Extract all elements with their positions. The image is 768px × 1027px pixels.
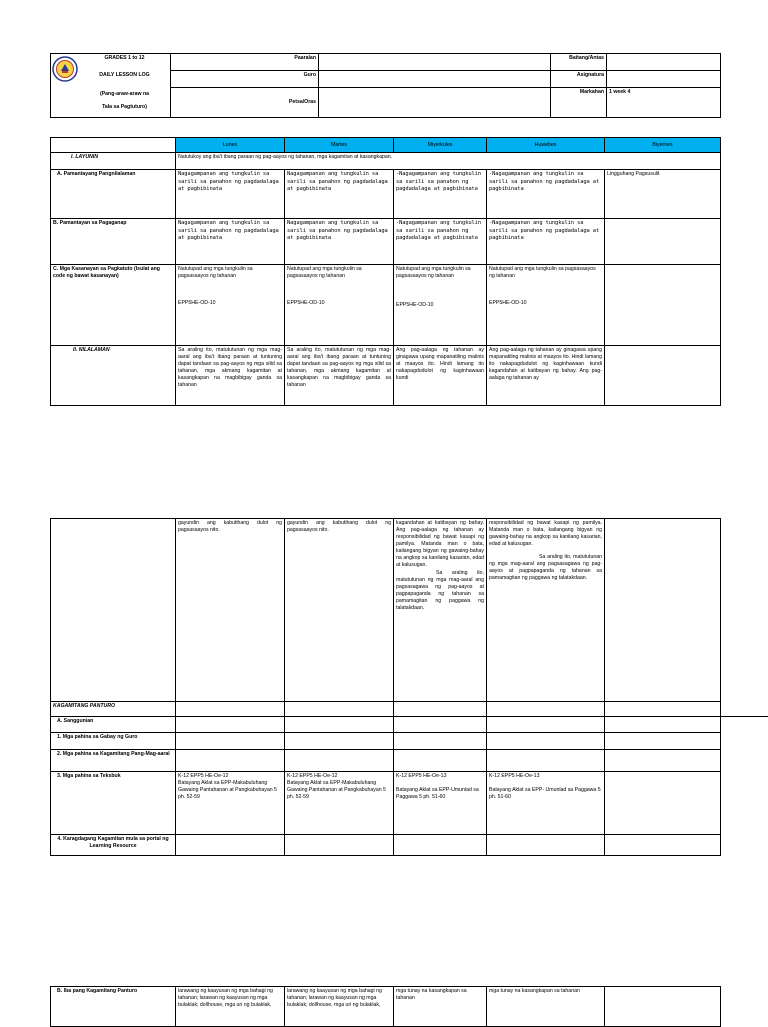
day-martes: Martes (285, 138, 394, 153)
sang-lunes (176, 717, 285, 733)
cont-miyerkules-p2: Sa araling ito, matututunan ng mga mag-aaral ang pagsasagawa ng pag-aayos at pagpapaganda ng tahanan sa pamamagitan ng paggawa ng talatakdaan. (396, 570, 484, 611)
r2-lunes (176, 750, 285, 772)
nil-biyernes (605, 346, 721, 406)
layunin-text: Natutukoy ang iba't ibang paraan ng pag-aayos ng tahanan, mga kagamitan at kasangkapan. (176, 153, 721, 170)
b3-lunes: larawang ng kaayusan ng mga bahagi ng tahanan; larawan ng kaayusan ng mga bulaklak; dollhouse, mga uri ng bulaklak, (176, 987, 285, 1027)
r2-martes (285, 750, 394, 772)
r4-martes (285, 835, 394, 856)
c-miyerkules-code: EPP5HE-OD-10 (396, 302, 434, 308)
label-guro: Guro (171, 71, 319, 88)
third-table (50, 986, 721, 1027)
cont-biyernes (605, 519, 721, 702)
r2-huwebes (487, 750, 605, 772)
value-markahan: 1 week 4 (607, 88, 721, 118)
label-markahan: Markahan (551, 88, 607, 118)
r4-lunes (176, 835, 285, 856)
sang-miyerkules (394, 717, 487, 733)
row-label-teksbuk: 3. Mga pahina sa Teksbuk (51, 772, 176, 835)
value-guro[interactable] (319, 71, 551, 88)
a-huwebes: -Nagagampanan ang tungkulin sa sarili sa panahon ng pagdadalaga at pagbibinata (487, 170, 605, 219)
divider-line (720, 716, 768, 717)
cont-huwebes-p2: Sa araling ito, matututunan ng mga mag-aaral ang pagsasagawa ng pag-aayos at pagpapaganda ng tahanan sa pamamagitan ng paggawa ng talatakdaan. (489, 554, 602, 581)
row-label-sanggunian: A. Sanggunian (51, 717, 176, 733)
day-huwebes: Huwebes (487, 138, 605, 153)
a-miyerkules: -Nagagampanan ang tungkulin sa sarili sa panahon ng pagdadalaga at pagbibinata (394, 170, 487, 219)
kag-miyerkules (394, 702, 487, 717)
nil-miyerkules: Ang pag-aalaga ng tahanan ay ginagawa upang mapanatiling malinis at maayos ito. Hindi lamang ito nakapagdudulot ng kaginhawaan kundi (394, 346, 487, 406)
r3-lunes: K-12 EPP5 HE-Oe-12 Batayang Aklat sa EPP-Makabuluhang Gawaing Pantahanan at Pangkabuhayan 5 ph. 52-59 (176, 772, 285, 835)
cont-huwebes-p1: responsibilidad ng bawat kasapi ng pamilya. Matanda man o bata, kailangang bigyan ng gawaing-bahay na angkop sa kanilang kasarian, edad at kalusugan. (489, 520, 602, 547)
a-martes: Nagagampanan ang tungkulin sa sarili sa panahon ng pagdadalaga at pagbibinata (285, 170, 394, 219)
value-paaralan[interactable] (319, 54, 551, 71)
value-asignatura[interactable] (607, 71, 721, 88)
r3-biyernes (605, 772, 721, 835)
row-label-kagamitang-panturo: KAGAMITANG PANTURO (51, 702, 176, 717)
header-table (50, 53, 721, 118)
c-lunes-text: Natutupad ang mga tungkulin sa pagsasaayos ng tahanan (178, 266, 253, 279)
header-blank (51, 138, 176, 153)
r3-huwebes: K-12 EPP5 HE-Oe-13 Batayang Aklat sa EPP- Umunlad sa Paggawa 5 ph. 51-60 (487, 772, 605, 835)
b-huwebes: -Nagagampanan ang tungkulin sa sarili sa panahon ng pagdadalaga at pagbibinata (487, 219, 605, 265)
row-label-nilalaman: II. NILALAMAN (51, 346, 176, 406)
title-subtitle (51, 88, 171, 118)
c-martes-code: EPP5HE-OD-10 (287, 300, 325, 306)
value-baitang[interactable] (607, 54, 721, 71)
row-label-pamantayang-pangnilalaman: A. Pamantayang Pangnilalaman (51, 170, 176, 219)
c-miyerkules-text: Natutupad ang mga tungkulin sa pagsasaayos ng tahanan (396, 266, 471, 279)
r4-miyerkules (394, 835, 487, 856)
nil-martes: Sa araling ito, matututunan ng mga mag-aaral ang iba't ibang paraan at tuntuning dapat tandaan sa pag-aayos ng mga silid sa tahanan, mga akmang kagamitan at kasangkapan na magbibigay ganda sa tahanan (285, 346, 394, 406)
continuation-table (50, 518, 721, 856)
a-biyernes: Lingguhang Pagsusulit (605, 170, 721, 219)
cont-lunes: gayundin ang kabutihang dulot ng pagsasaayos nito. (176, 519, 285, 702)
title-subtitle-line2: Tala sa Pagtuturo) (102, 103, 147, 110)
cont-martes: gayundin ang kabutihang dulot ng pagsasaayos nito. (285, 519, 394, 702)
r2-miyerkules (394, 750, 487, 772)
b-lunes: Nagagampanan ang tungkulin sa sarili sa panahon ng pagdadalaga at pagbibinata (176, 219, 285, 265)
nil-lunes: Sa araling ito, matututunan ng mga mag-aaral ang iba't ibang paraan at tuntuning dapat tandaan sa pag-aayos ng mga silid sa tahanan, mga akmang kagamitan at kasangkapan na magbibigay ganda sa tahanan (176, 346, 285, 406)
a-lunes: Nagagampanan ang tungkulin sa sarili sa panahon ng pagdadalaga at pagbibinata (176, 170, 285, 219)
r1-huwebes (487, 733, 605, 750)
c-huwebes-text: Natutupad ang mga tungkulin sa pagsasaayos ng tahanan (489, 266, 596, 279)
cont-label (51, 519, 176, 702)
r1-biyernes (605, 733, 721, 750)
kag-huwebes (487, 702, 605, 717)
title-grades: GRADES 1 to 12 (51, 54, 171, 71)
row-label-kasanayan: C. Mga Kasanayan sa Pagkatuto (Isulat ang code ng bawat kasanayan) (51, 265, 176, 346)
nil-huwebes: Ang pag-aalaga ng tahanan ay ginagawa upang mapanatiling malinis at maayos ito. Hindi lamang ito nakapagdudulot ng kaginhawaan kundi kagandahan at katibayan ng bahay. Ang pag-aalaga ng tahanan ay (487, 346, 605, 406)
r1-miyerkules (394, 733, 487, 750)
r2-biyernes (605, 750, 721, 772)
day-lunes: Lunes (176, 138, 285, 153)
label-petsa: Petsa/Oras (171, 88, 319, 118)
c-huwebes-code: EPP5HE-OD-10 (489, 300, 527, 306)
row-label-layunin: I. LAYUNIN (51, 153, 176, 170)
row-label-gabay-guro: 1. Mga pahina sa Gabay ng Guro (51, 733, 176, 750)
row-label-kagamitang-mag-aaral: 2. Mga pahina sa Kagamitang Pang-Mag-aaral (51, 750, 176, 772)
title-subtitle-line1: (Pang-araw-araw na (99, 90, 149, 97)
title-dll: DAILY LESSON LOG (51, 71, 171, 88)
sang-martes (285, 717, 394, 733)
r1-martes (285, 733, 394, 750)
b3-biyernes (605, 987, 721, 1027)
kag-lunes (176, 702, 285, 717)
cont-huwebes (487, 519, 605, 702)
r1-lunes (176, 733, 285, 750)
c-lunes-code: EPP5HE-OD-10 (178, 300, 216, 306)
r4-huwebes (487, 835, 605, 856)
r3-martes: K-12 EPP5 HE-Oe-12 Batayang Aklat sa EPP-Makabuluhang Gawaing Pantahanan at Pangkabuhayan 5 ph. 52-59 (285, 772, 394, 835)
main-table (50, 137, 721, 406)
b3-huwebes: mga tunay na kasangkapan sa tahanan (487, 987, 605, 1027)
b-martes: Nagagampanan ang tungkulin sa sarili sa panahon ng pagdadalaga at pagbibinata (285, 219, 394, 265)
b3-martes: larawang ng kaayusan ng mga bahagi ng tahanan; larawan ng kaayusan ng mga bulaklak; dollhouse, mga uri ng bulaklak, (285, 987, 394, 1027)
row-label-pamantayan-pagaganap: B. Pamantayan sa Pagaganap (51, 219, 176, 265)
day-miyerkules: Miyerkules (394, 138, 487, 153)
b-miyerkules: -Nagagampanan ang tungkulin sa sarili sa panahon ng pagdadalaga at pagbibinata (394, 219, 487, 265)
row-label-iba-pang-kagamitan: B. Iba pang Kagamitang Panturo (51, 987, 176, 1027)
label-paaralan: Paaralan (171, 54, 319, 71)
row-label-learning-resource: 4. Karagdagang Kagamitan mula sa portal ng Learning Resource (51, 835, 176, 856)
value-petsa[interactable] (319, 88, 551, 118)
c-martes-text: Natutupad ang mga tungkulin sa pagsasaayos ng tahanan (287, 266, 362, 279)
cont-miyerkules-p1: kagandahan at katibayan ng bahay. Ang pag-aalaga ng tahanan ay responsibilidad ng bawat kasapi ng pamilya. Matanda man o bata, kailangang bigyan ng gawaing-bahay na angkop sa kanilang kasarian, edad at kalusugan. (396, 520, 484, 568)
b3-miyerkules: mga tunay na kasangkapan sa tahanan (394, 987, 487, 1027)
c-miyerkules (394, 265, 487, 346)
kag-martes (285, 702, 394, 717)
r3-miyerkules: K-12 EPP5 HE-Oe-13 Batayang Aklat sa EPP-Umunlad sa Paggawa 5 ph. 51-60 (394, 772, 487, 835)
cont-miyerkules (394, 519, 487, 702)
label-baitang: Baitang/Antas (551, 54, 607, 71)
sang-biyernes (605, 717, 721, 733)
c-biyernes (605, 265, 721, 346)
c-martes (285, 265, 394, 346)
kag-biyernes (605, 702, 721, 717)
day-biyernes: Biyernes (605, 138, 721, 153)
r4-biyernes (605, 835, 721, 856)
c-huwebes (487, 265, 605, 346)
sang-huwebes (487, 717, 605, 733)
b-biyernes (605, 219, 721, 265)
label-asignatura: Asignatura (551, 71, 607, 88)
c-lunes (176, 265, 285, 346)
